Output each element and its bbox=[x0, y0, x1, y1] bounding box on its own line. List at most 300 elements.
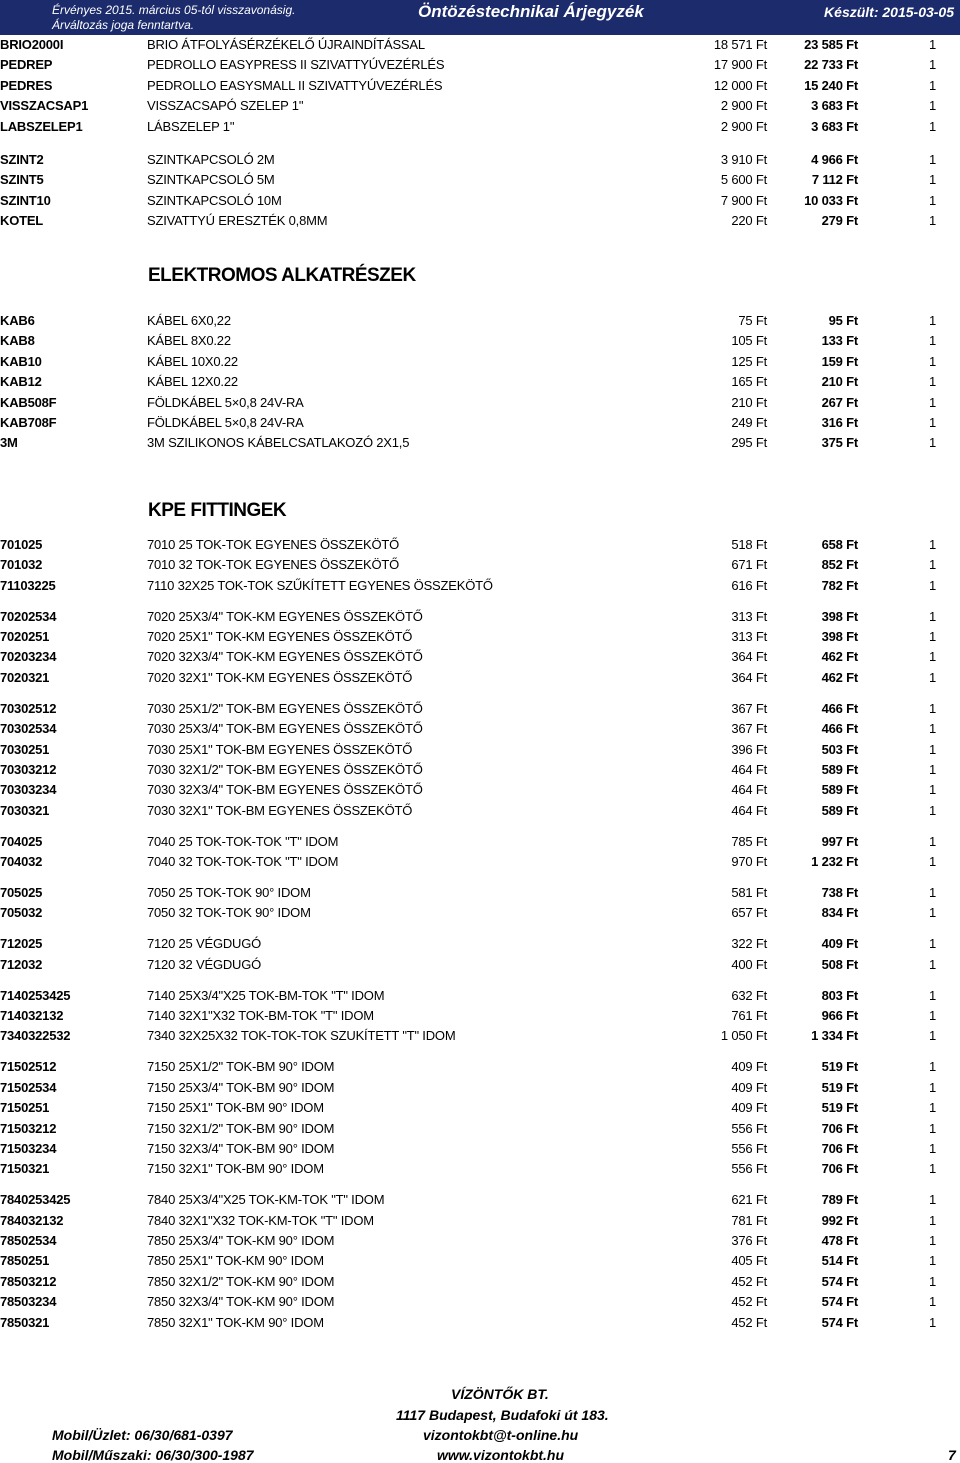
gross-price: 574 Ft bbox=[821, 1294, 858, 1309]
table-row bbox=[0, 834, 960, 852]
item-description: KÁBEL 6X0,22 bbox=[147, 313, 231, 328]
item-description: LÁBSZELEP 1" bbox=[147, 119, 235, 134]
quantity: 1 bbox=[928, 1253, 936, 1268]
item-description: 7010 25 TOK-TOK EGYENES ÖSSZEKÖTŐ bbox=[147, 537, 400, 552]
quantity: 1 bbox=[928, 57, 936, 72]
item-code: SZINT10 bbox=[0, 193, 51, 208]
gross-price: 398 Ft bbox=[821, 629, 858, 644]
gross-price: 706 Ft bbox=[821, 1161, 858, 1176]
item-code: LABSZELEP1 bbox=[0, 119, 83, 134]
net-price: 657 Ft bbox=[731, 905, 767, 920]
item-description: FÖLDKÁBEL 5×0,8 24V-RA bbox=[147, 415, 304, 430]
net-price: 18 571 Ft bbox=[713, 37, 767, 52]
item-description: 7150 32X1/2" TOK-BM 90° IDOM bbox=[147, 1121, 335, 1136]
item-description: 7120 32 VÉGDUGÓ bbox=[147, 957, 262, 972]
table-row bbox=[0, 701, 960, 719]
gross-price: 398 Ft bbox=[821, 609, 858, 624]
item-code: KOTEL bbox=[0, 213, 44, 228]
item-code: 70203234 bbox=[0, 649, 57, 664]
item-code: 7150321 bbox=[0, 1161, 50, 1176]
net-price: 364 Ft bbox=[731, 649, 767, 664]
quantity: 1 bbox=[928, 1141, 936, 1156]
net-price: 616 Ft bbox=[731, 578, 767, 593]
net-price: 2 900 Ft bbox=[720, 98, 767, 113]
item-code: 70303212 bbox=[0, 762, 57, 777]
item-description: 7850 32X1" TOK-KM 90° IDOM bbox=[147, 1315, 324, 1330]
net-price: 1 050 Ft bbox=[720, 1028, 767, 1043]
item-description: VISSZACSAPÓ SZELEP 1" bbox=[147, 98, 304, 113]
gross-price: 3 683 Ft bbox=[811, 98, 858, 113]
item-description: 7140 25X3/4"X25 TOK-BM-TOK "T" IDOM bbox=[147, 988, 385, 1003]
table-row bbox=[0, 1253, 960, 1271]
item-description: 7030 25X1/2" TOK-BM EGYENES ÖSSZEKÖTŐ bbox=[147, 701, 423, 716]
gross-price: 589 Ft bbox=[821, 782, 858, 797]
table-row bbox=[0, 415, 960, 433]
item-description: 7850 32X3/4" TOK-KM 90° IDOM bbox=[147, 1294, 335, 1309]
gross-price: 466 Ft bbox=[821, 721, 858, 736]
net-price: 322 Ft bbox=[731, 936, 767, 951]
item-code: 7140253425 bbox=[0, 988, 71, 1003]
table-row bbox=[0, 172, 960, 190]
gross-price: 789 Ft bbox=[821, 1192, 858, 1207]
gross-price: 478 Ft bbox=[821, 1233, 858, 1248]
net-price: 409 Ft bbox=[731, 1100, 767, 1115]
net-price: 518 Ft bbox=[731, 537, 767, 552]
item-code: KAB10 bbox=[0, 354, 42, 369]
gross-price: 574 Ft bbox=[821, 1274, 858, 1289]
gross-price: 992 Ft bbox=[821, 1213, 858, 1228]
net-price: 165 Ft bbox=[731, 374, 767, 389]
item-description: 7020 32X1" TOK-KM EGYENES ÖSSZEKÖTŐ bbox=[147, 670, 413, 685]
gross-price: 834 Ft bbox=[821, 905, 858, 920]
table-row bbox=[0, 537, 960, 555]
item-description: BRIO ÁTFOLYÁSÉRZÉKELŐ ÚJRAINDÍTÁSSAL bbox=[147, 37, 425, 52]
quantity: 1 bbox=[928, 119, 936, 134]
table-row bbox=[0, 1233, 960, 1251]
gross-price: 966 Ft bbox=[821, 1008, 858, 1023]
item-description: 7120 25 VÉGDUGÓ bbox=[147, 936, 262, 951]
net-price: 970 Ft bbox=[731, 854, 767, 869]
net-price: 452 Ft bbox=[731, 1315, 767, 1330]
quantity: 1 bbox=[928, 649, 936, 664]
gross-price: 589 Ft bbox=[821, 803, 858, 818]
item-code: 71503234 bbox=[0, 1141, 57, 1156]
item-description: 7040 32 TOK-TOK-TOK "T" IDOM bbox=[147, 854, 339, 869]
gross-price: 803 Ft bbox=[821, 988, 858, 1003]
gross-price: 589 Ft bbox=[821, 762, 858, 777]
gross-price: 706 Ft bbox=[821, 1141, 858, 1156]
net-price: 405 Ft bbox=[731, 1253, 767, 1268]
table-row bbox=[0, 1274, 960, 1292]
gross-price: 514 Ft bbox=[821, 1253, 858, 1268]
item-description: 3M SZILIKONOS KÁBELCSATLAKOZÓ 2X1,5 bbox=[147, 435, 410, 450]
validity-note: Érvényes 2015. március 05-tól visszavonásig. bbox=[52, 3, 296, 17]
item-description: 7040 25 TOK-TOK-TOK "T" IDOM bbox=[147, 834, 339, 849]
gross-price: 210 Ft bbox=[821, 374, 858, 389]
net-price: 3 910 Ft bbox=[720, 152, 767, 167]
table-row bbox=[0, 119, 960, 137]
quantity: 1 bbox=[928, 1121, 936, 1136]
item-code: PEDRES bbox=[0, 78, 53, 93]
quantity: 1 bbox=[928, 834, 936, 849]
item-code: VISSZACSAP1 bbox=[0, 98, 89, 113]
gross-price: 23 585 Ft bbox=[804, 37, 858, 52]
header-rule bbox=[0, 32, 960, 35]
item-code: 784032132 bbox=[0, 1213, 64, 1228]
gross-price: 1 232 Ft bbox=[811, 854, 858, 869]
item-description: KÁBEL 8X0.22 bbox=[147, 333, 231, 348]
net-price: 581 Ft bbox=[731, 885, 767, 900]
table-row bbox=[0, 213, 960, 231]
item-description: PEDROLLO EASYPRESS II SZIVATTYÚVEZÉRLÉS bbox=[147, 57, 445, 72]
table-row bbox=[0, 98, 960, 116]
quantity: 1 bbox=[928, 1213, 936, 1228]
item-description: 7140 32X1"X32 TOK-BM-TOK "T" IDOM bbox=[147, 1008, 374, 1023]
created-date: Készült: 2015-03-05 bbox=[824, 4, 954, 20]
item-code: 70302512 bbox=[0, 701, 57, 716]
item-code: 712025 bbox=[0, 936, 43, 951]
quantity: 1 bbox=[928, 803, 936, 818]
net-price: 452 Ft bbox=[731, 1294, 767, 1309]
item-code: 78502534 bbox=[0, 1233, 57, 1248]
item-code: 7340322532 bbox=[0, 1028, 71, 1043]
item-code: KAB6 bbox=[0, 313, 35, 328]
net-price: 210 Ft bbox=[731, 395, 767, 410]
item-code: 7020251 bbox=[0, 629, 50, 644]
item-description: 7020 25X3/4" TOK-KM EGYENES ÖSSZEKÖTŐ bbox=[147, 609, 423, 624]
item-code: 704025 bbox=[0, 834, 43, 849]
quantity: 1 bbox=[928, 742, 936, 757]
net-price: 464 Ft bbox=[731, 803, 767, 818]
item-description: 7050 32 TOK-TOK 90° IDOM bbox=[147, 905, 311, 920]
quantity: 1 bbox=[928, 1008, 936, 1023]
gross-price: 519 Ft bbox=[821, 1059, 858, 1074]
table-row bbox=[0, 854, 960, 872]
net-price: 367 Ft bbox=[731, 701, 767, 716]
footer-website[interactable]: www.vizontokbt.hu bbox=[437, 1447, 565, 1463]
net-price: 464 Ft bbox=[731, 782, 767, 797]
net-price: 7 900 Ft bbox=[720, 193, 767, 208]
net-price: 125 Ft bbox=[731, 354, 767, 369]
net-price: 400 Ft bbox=[731, 957, 767, 972]
quantity: 1 bbox=[928, 313, 936, 328]
item-code: 70302534 bbox=[0, 721, 57, 736]
quantity: 1 bbox=[928, 374, 936, 389]
item-description: 7150 25X1/2" TOK-BM 90° IDOM bbox=[147, 1059, 335, 1074]
table-row bbox=[0, 609, 960, 627]
quantity: 1 bbox=[928, 395, 936, 410]
quantity: 1 bbox=[928, 1028, 936, 1043]
quantity: 1 bbox=[928, 885, 936, 900]
item-code: 7150251 bbox=[0, 1100, 50, 1115]
item-code: 712032 bbox=[0, 957, 43, 972]
quantity: 1 bbox=[928, 957, 936, 972]
item-description: FÖLDKÁBEL 5×0,8 24V-RA bbox=[147, 395, 304, 410]
net-price: 781 Ft bbox=[731, 1213, 767, 1228]
net-price: 409 Ft bbox=[731, 1059, 767, 1074]
quantity: 1 bbox=[928, 988, 936, 1003]
table-row bbox=[0, 333, 960, 351]
item-code: 78503234 bbox=[0, 1294, 57, 1309]
quantity: 1 bbox=[928, 1161, 936, 1176]
quantity: 1 bbox=[928, 98, 936, 113]
net-price: 452 Ft bbox=[731, 1274, 767, 1289]
quantity: 1 bbox=[928, 721, 936, 736]
item-description: 7150 32X3/4" TOK-BM 90° IDOM bbox=[147, 1141, 335, 1156]
gross-price: 159 Ft bbox=[821, 354, 858, 369]
gross-price: 462 Ft bbox=[821, 649, 858, 664]
gross-price: 409 Ft bbox=[821, 936, 858, 951]
table-row bbox=[0, 670, 960, 688]
document-title: Öntözéstechnikai Árjegyzék bbox=[418, 2, 644, 21]
item-code: KAB12 bbox=[0, 374, 42, 389]
quantity: 1 bbox=[928, 1080, 936, 1095]
net-price: 5 600 Ft bbox=[720, 172, 767, 187]
item-description: 7150 25X1" TOK-BM 90° IDOM bbox=[147, 1100, 324, 1115]
item-code: KAB8 bbox=[0, 333, 35, 348]
quantity: 1 bbox=[928, 78, 936, 93]
net-price: 785 Ft bbox=[731, 834, 767, 849]
table-row bbox=[0, 37, 960, 55]
table-row bbox=[0, 762, 960, 780]
rights-note: Árváltozás joga fenntartva. bbox=[52, 18, 195, 32]
gross-price: 782 Ft bbox=[821, 578, 858, 593]
net-price: 621 Ft bbox=[731, 1192, 767, 1207]
item-description: 7850 32X1/2" TOK-KM 90° IDOM bbox=[147, 1274, 335, 1289]
quantity: 1 bbox=[928, 537, 936, 552]
net-price: 464 Ft bbox=[731, 762, 767, 777]
gross-price: 462 Ft bbox=[821, 670, 858, 685]
page-number: 7 bbox=[948, 1447, 956, 1463]
gross-price: 95 Ft bbox=[828, 313, 858, 328]
gross-price: 852 Ft bbox=[821, 557, 858, 572]
net-price: 2 900 Ft bbox=[720, 119, 767, 134]
section-heading-kpe: KPE FITTINGEK bbox=[148, 500, 287, 521]
gross-price: 375 Ft bbox=[821, 435, 858, 450]
table-row bbox=[0, 1121, 960, 1139]
item-code: KAB708F bbox=[0, 415, 57, 430]
item-description: SZINTKAPCSOLÓ 5M bbox=[147, 172, 275, 187]
table-row bbox=[0, 1213, 960, 1231]
table-row bbox=[0, 78, 960, 96]
table-row bbox=[0, 435, 960, 453]
table-row bbox=[0, 557, 960, 575]
item-description: 7110 32X25 TOK-TOK SZŰKÍTETT EGYENES ÖSSZEKÖTŐ bbox=[147, 578, 493, 593]
footer-company: VÍZÖNTŐK BT. bbox=[451, 1386, 549, 1402]
quantity: 1 bbox=[928, 1274, 936, 1289]
section-heading-elektromos: ELEKTROMOS ALKATRÉSZEK bbox=[148, 265, 416, 286]
quantity: 1 bbox=[928, 193, 936, 208]
item-description: KÁBEL 10X0.22 bbox=[147, 354, 238, 369]
gross-price: 519 Ft bbox=[821, 1080, 858, 1095]
item-description: 7030 32X1" TOK-BM EGYENES ÖSSZEKÖTŐ bbox=[147, 803, 413, 818]
item-description: 7050 25 TOK-TOK 90° IDOM bbox=[147, 885, 311, 900]
net-price: 396 Ft bbox=[731, 742, 767, 757]
item-code: 7020321 bbox=[0, 670, 50, 685]
gross-price: 508 Ft bbox=[821, 957, 858, 972]
table-row bbox=[0, 1059, 960, 1077]
footer-email[interactable]: vizontokbt@t-online.hu bbox=[423, 1427, 579, 1443]
item-code: 70202534 bbox=[0, 609, 57, 624]
quantity: 1 bbox=[928, 1100, 936, 1115]
quantity: 1 bbox=[928, 701, 936, 716]
table-row bbox=[0, 1294, 960, 1312]
gross-price: 22 733 Ft bbox=[804, 57, 858, 72]
item-description: SZINTKAPCSOLÓ 10M bbox=[147, 193, 282, 208]
table-row bbox=[0, 1141, 960, 1159]
gross-price: 279 Ft bbox=[821, 213, 858, 228]
gross-price: 4 966 Ft bbox=[811, 152, 858, 167]
item-code: 71502534 bbox=[0, 1080, 57, 1095]
item-description: 7150 32X1" TOK-BM 90° IDOM bbox=[147, 1161, 324, 1176]
item-code: 7850251 bbox=[0, 1253, 50, 1268]
item-description: 7850 25X1" TOK-KM 90° IDOM bbox=[147, 1253, 324, 1268]
item-description: PEDROLLO EASYSMALL II SZIVATTYÚVEZÉRLÉS bbox=[147, 78, 443, 93]
item-description: 7020 25X1" TOK-KM EGYENES ÖSSZEKÖTŐ bbox=[147, 629, 413, 644]
item-description: 7020 32X3/4" TOK-KM EGYENES ÖSSZEKÖTŐ bbox=[147, 649, 423, 664]
net-price: 105 Ft bbox=[731, 333, 767, 348]
net-price: 671 Ft bbox=[731, 557, 767, 572]
table-row bbox=[0, 1315, 960, 1333]
net-price: 313 Ft bbox=[731, 629, 767, 644]
table-row bbox=[0, 57, 960, 75]
net-price: 761 Ft bbox=[731, 1008, 767, 1023]
table-row bbox=[0, 742, 960, 760]
quantity: 1 bbox=[928, 670, 936, 685]
net-price: 12 000 Ft bbox=[713, 78, 767, 93]
quantity: 1 bbox=[928, 578, 936, 593]
item-description: KÁBEL 12X0.22 bbox=[147, 374, 238, 389]
item-code: SZINT5 bbox=[0, 172, 44, 187]
quantity: 1 bbox=[928, 172, 936, 187]
quantity: 1 bbox=[928, 152, 936, 167]
net-price: 75 Ft bbox=[738, 313, 767, 328]
item-code: 705032 bbox=[0, 905, 43, 920]
quantity: 1 bbox=[928, 333, 936, 348]
net-price: 17 900 Ft bbox=[713, 57, 767, 72]
quantity: 1 bbox=[928, 854, 936, 869]
net-price: 313 Ft bbox=[731, 609, 767, 624]
footer-address: 1117 Budapest, Budafoki út 183. bbox=[396, 1407, 609, 1423]
net-price: 249 Ft bbox=[731, 415, 767, 430]
table-row bbox=[0, 354, 960, 372]
item-code: 705025 bbox=[0, 885, 43, 900]
item-code: 704032 bbox=[0, 854, 43, 869]
item-code: 71503212 bbox=[0, 1121, 57, 1136]
table-row bbox=[0, 395, 960, 413]
table-row bbox=[0, 193, 960, 211]
net-price: 556 Ft bbox=[731, 1121, 767, 1136]
item-code: 7030251 bbox=[0, 742, 50, 757]
footer-phone-tech: Mobil/Műszaki: 06/30/300-1987 bbox=[52, 1447, 254, 1463]
net-price: 409 Ft bbox=[731, 1080, 767, 1095]
table-row bbox=[0, 1192, 960, 1210]
quantity: 1 bbox=[928, 213, 936, 228]
quantity: 1 bbox=[928, 1294, 936, 1309]
table-row bbox=[0, 313, 960, 331]
item-code: 71103225 bbox=[0, 578, 56, 593]
quantity: 1 bbox=[928, 1233, 936, 1248]
net-price: 295 Ft bbox=[731, 435, 767, 450]
quantity: 1 bbox=[928, 782, 936, 797]
item-code: 714032132 bbox=[0, 1008, 64, 1023]
gross-price: 1 334 Ft bbox=[811, 1028, 858, 1043]
table-row bbox=[0, 885, 960, 903]
item-description: 7030 32X1/2" TOK-BM EGYENES ÖSSZEKÖTŐ bbox=[147, 762, 423, 777]
net-price: 556 Ft bbox=[731, 1141, 767, 1156]
item-description: 7150 25X3/4" TOK-BM 90° IDOM bbox=[147, 1080, 335, 1095]
table-row bbox=[0, 578, 960, 596]
quantity: 1 bbox=[928, 609, 936, 624]
gross-price: 267 Ft bbox=[821, 395, 858, 410]
table-row bbox=[0, 782, 960, 800]
footer-phone-shop: Mobil/Üzlet: 06/30/681-0397 bbox=[52, 1427, 233, 1443]
gross-price: 574 Ft bbox=[821, 1315, 858, 1330]
table-row bbox=[0, 1080, 960, 1098]
item-code: 71502512 bbox=[0, 1059, 57, 1074]
gross-price: 658 Ft bbox=[821, 537, 858, 552]
table-row bbox=[0, 957, 960, 975]
net-price: 556 Ft bbox=[731, 1161, 767, 1176]
table-row bbox=[0, 988, 960, 1006]
item-description: 7340 32X25X32 TOK-TOK-TOK SZUKÍTETT "T" IDOM bbox=[147, 1028, 456, 1043]
item-description: SZINTKAPCSOLÓ 2M bbox=[147, 152, 275, 167]
table-row bbox=[0, 803, 960, 821]
item-code: PEDREP bbox=[0, 57, 53, 72]
gross-price: 519 Ft bbox=[821, 1100, 858, 1115]
table-row bbox=[0, 649, 960, 667]
gross-price: 503 Ft bbox=[821, 742, 858, 757]
item-description: 7010 32 TOK-TOK EGYENES ÖSSZEKÖTŐ bbox=[147, 557, 400, 572]
gross-price: 15 240 Ft bbox=[804, 78, 858, 93]
item-code: 70303234 bbox=[0, 782, 57, 797]
item-code: KAB508F bbox=[0, 395, 57, 410]
gross-price: 10 033 Ft bbox=[804, 193, 858, 208]
quantity: 1 bbox=[928, 415, 936, 430]
item-code: 701032 bbox=[0, 557, 43, 572]
item-code: 701025 bbox=[0, 537, 43, 552]
gross-price: 133 Ft bbox=[821, 333, 858, 348]
item-code: 3M bbox=[0, 435, 18, 450]
gross-price: 466 Ft bbox=[821, 701, 858, 716]
net-price: 364 Ft bbox=[731, 670, 767, 685]
item-code: SZINT2 bbox=[0, 152, 44, 167]
quantity: 1 bbox=[928, 1315, 936, 1330]
net-price: 367 Ft bbox=[731, 721, 767, 736]
gross-price: 706 Ft bbox=[821, 1121, 858, 1136]
quantity: 1 bbox=[928, 905, 936, 920]
item-description: SZIVATTYÚ ERESZTÉK 0,8MM bbox=[147, 213, 328, 228]
item-description: 7840 25X3/4"X25 TOK-KM-TOK "T" IDOM bbox=[147, 1192, 385, 1207]
quantity: 1 bbox=[928, 1192, 936, 1207]
quantity: 1 bbox=[928, 629, 936, 644]
table-row bbox=[0, 152, 960, 170]
quantity: 1 bbox=[928, 936, 936, 951]
item-description: 7030 25X3/4" TOK-BM EGYENES ÖSSZEKÖTŐ bbox=[147, 721, 423, 736]
gross-price: 7 112 Ft bbox=[811, 172, 858, 187]
item-code: 7850321 bbox=[0, 1315, 50, 1330]
table-row bbox=[0, 1100, 960, 1118]
gross-price: 738 Ft bbox=[821, 885, 858, 900]
item-code: 7840253425 bbox=[0, 1192, 71, 1207]
net-price: 220 Ft bbox=[731, 213, 767, 228]
net-price: 632 Ft bbox=[731, 988, 767, 1003]
quantity: 1 bbox=[928, 1059, 936, 1074]
item-code: 78503212 bbox=[0, 1274, 57, 1289]
table-row bbox=[0, 1161, 960, 1179]
gross-price: 316 Ft bbox=[821, 415, 858, 430]
table-row bbox=[0, 374, 960, 392]
